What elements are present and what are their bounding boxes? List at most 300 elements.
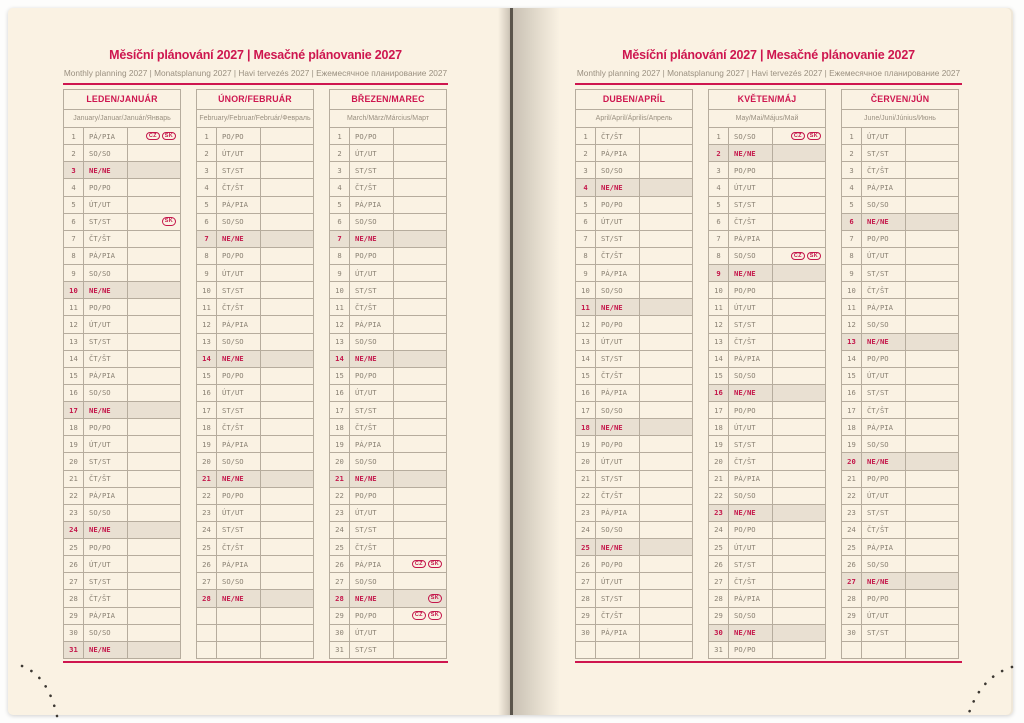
notes-cell [773, 197, 825, 213]
notes-cell [640, 162, 692, 178]
notes-cell [773, 299, 825, 315]
day-row [709, 316, 825, 333]
notes-cell [640, 573, 692, 589]
notes-cell [906, 299, 958, 315]
month-grid [64, 128, 180, 658]
day-number: 2 [330, 145, 350, 161]
day-of-week-label: NE/NE [350, 231, 394, 247]
day-row [576, 488, 692, 505]
day-number: 9 [576, 265, 596, 281]
day-number: 10 [197, 282, 217, 298]
day-of-week-label: ČT/ŠT [350, 419, 394, 435]
planner-right-page [512, 8, 1013, 715]
day-row [330, 299, 446, 316]
notes-cell [128, 248, 180, 264]
day-number: 13 [330, 334, 350, 350]
day-row [576, 419, 692, 436]
day-row [576, 128, 692, 145]
month-calendar [196, 89, 314, 659]
day-of-week-label: PO/PO [217, 368, 261, 384]
day-number: 21 [842, 471, 862, 487]
day-number: 5 [709, 197, 729, 213]
day-of-week-label: ST/ST [729, 556, 773, 572]
holiday-badge-sk: SK [428, 611, 442, 620]
day-number: 3 [709, 162, 729, 178]
notes-cell [640, 453, 692, 469]
day-of-week-label: PO/PO [217, 248, 261, 264]
day-of-week-label: ST/ST [729, 316, 773, 332]
day-number: 17 [197, 402, 217, 418]
notes-cell [128, 145, 180, 161]
notes-cell [773, 436, 825, 452]
day-of-week-label: PO/PO [596, 197, 640, 213]
day-row [330, 522, 446, 539]
notes-cell [773, 282, 825, 298]
day-row [842, 316, 958, 333]
notes-cell [773, 385, 825, 401]
day-row [330, 128, 446, 145]
day-of-week-label: NE/NE [350, 590, 394, 606]
day-of-week-label: ČT/ŠT [217, 179, 261, 195]
day-row [709, 642, 825, 658]
notes-cell [773, 145, 825, 161]
day-of-week-label: SO/SO [84, 145, 128, 161]
day-number: 7 [64, 231, 84, 247]
day-of-week-label: PÁ/PIA [84, 608, 128, 624]
notes-cell [640, 642, 692, 658]
day-of-week-label: ST/ST [862, 145, 906, 161]
notes-cell [128, 179, 180, 195]
notes-cell [773, 265, 825, 281]
day-of-week-label: NE/NE [862, 573, 906, 589]
day-number: 1 [842, 128, 862, 144]
day-number: 20 [576, 453, 596, 469]
notes-cell [128, 642, 180, 658]
day-number: 15 [197, 368, 217, 384]
day-number: 17 [64, 402, 84, 418]
day-number: 16 [64, 385, 84, 401]
day-row [197, 128, 313, 145]
day-row [709, 522, 825, 539]
day-row [64, 334, 180, 351]
day-number [576, 642, 596, 658]
day-row [576, 625, 692, 642]
day-number: 11 [197, 299, 217, 315]
day-row [64, 248, 180, 265]
day-row [709, 608, 825, 625]
day-row [842, 265, 958, 282]
day-number: 27 [197, 573, 217, 589]
day-row [330, 419, 446, 436]
day-row [64, 573, 180, 590]
day-number: 25 [842, 539, 862, 555]
day-of-week-label [596, 642, 640, 658]
day-of-week-label: SO/SO [217, 453, 261, 469]
day-number: 1 [576, 128, 596, 144]
day-of-week-label: ST/ST [84, 334, 128, 350]
holiday-badge-sk: SK [807, 252, 821, 261]
day-number: 20 [64, 453, 84, 469]
notes-cell [394, 145, 446, 161]
page-subtitle: Monthly planning 2027 | Monatsplanung 2027 | Havi tervezés 2027 | Ежемесячное планирование 2027 [576, 68, 961, 78]
day-row [64, 453, 180, 470]
day-number: 28 [709, 590, 729, 606]
day-of-week-label: ST/ST [596, 231, 640, 247]
day-of-week-label: SO/SO [862, 197, 906, 213]
day-number: 8 [709, 248, 729, 264]
day-of-week-label: PO/PO [729, 282, 773, 298]
notes-cell [261, 590, 313, 606]
holiday-badge-sk: SK [428, 594, 442, 603]
day-of-week-label: PO/PO [217, 488, 261, 504]
notes-cell [394, 471, 446, 487]
day-of-week-label: ST/ST [350, 522, 394, 538]
day-of-week-label: ÚT/UT [862, 368, 906, 384]
month-grid [842, 128, 958, 658]
notes-cell [906, 145, 958, 161]
day-number: 25 [197, 539, 217, 555]
notes-cell [640, 385, 692, 401]
day-row [576, 402, 692, 419]
empty-day-row [842, 642, 958, 658]
day-row [330, 145, 446, 162]
empty-day-row [197, 625, 313, 642]
day-row [64, 179, 180, 196]
day-row [64, 368, 180, 385]
day-number: 11 [64, 299, 84, 315]
day-of-week-label: SO/SO [350, 214, 394, 230]
notes-cell [128, 539, 180, 555]
day-row [64, 419, 180, 436]
day-row [842, 162, 958, 179]
day-row [197, 522, 313, 539]
day-row [709, 539, 825, 556]
day-of-week-label: ÚT/UT [729, 179, 773, 195]
day-row [842, 299, 958, 316]
notes-cell [906, 419, 958, 435]
notes-cell [394, 299, 446, 315]
day-row [64, 316, 180, 333]
day-number: 22 [330, 488, 350, 504]
notes-cell [640, 179, 692, 195]
notes-cell [906, 128, 958, 144]
notes-cell [640, 471, 692, 487]
day-row [842, 145, 958, 162]
notes-cell [773, 471, 825, 487]
day-number: 10 [64, 282, 84, 298]
day-row [576, 316, 692, 333]
notes-cell [773, 505, 825, 521]
notes-cell [394, 162, 446, 178]
empty-day-row [576, 642, 692, 658]
day-of-week-label: PÁ/PIA [350, 556, 394, 572]
day-row [576, 179, 692, 196]
day-number: 23 [576, 505, 596, 521]
month-subtitle: March/März/Március/Март [330, 110, 446, 128]
day-number: 18 [842, 419, 862, 435]
day-of-week-label: ÚT/UT [862, 608, 906, 624]
day-row [330, 608, 446, 625]
notes-cell [773, 590, 825, 606]
day-number: 13 [842, 334, 862, 350]
notes-cell [128, 505, 180, 521]
day-of-week-label: PÁ/PIA [729, 351, 773, 367]
month-subtitle: May/Mai/Május/Май [709, 110, 825, 128]
day-number: 26 [64, 556, 84, 572]
notes-cell [394, 282, 446, 298]
day-row [197, 248, 313, 265]
notes-cell [640, 214, 692, 230]
notes-cell [261, 471, 313, 487]
day-number: 6 [330, 214, 350, 230]
day-number: 29 [330, 608, 350, 624]
day-of-week-label: ÚT/UT [596, 453, 640, 469]
day-row [197, 265, 313, 282]
empty-day-row [197, 642, 313, 658]
day-of-week-label: ST/ST [217, 402, 261, 418]
day-row [709, 351, 825, 368]
notes-cell [640, 556, 692, 572]
day-row [64, 265, 180, 282]
day-number: 10 [576, 282, 596, 298]
day-of-week-label: SO/SO [350, 573, 394, 589]
notes-cell [773, 162, 825, 178]
day-of-week-label: PO/PO [350, 248, 394, 264]
day-of-week-label: PÁ/PIA [350, 197, 394, 213]
day-of-week-label: ÚT/UT [217, 385, 261, 401]
notes-cell [128, 214, 180, 230]
notes-cell [640, 265, 692, 281]
day-row [842, 573, 958, 590]
day-of-week-label: PO/PO [729, 402, 773, 418]
day-of-week-label: SO/SO [729, 368, 773, 384]
day-number: 16 [576, 385, 596, 401]
day-number: 22 [197, 488, 217, 504]
day-row [330, 453, 446, 470]
day-row [709, 419, 825, 436]
page-title: Měsíční plánování 2027 | Mesačné plánovanie 2027 [109, 48, 402, 62]
day-of-week-label: ÚT/UT [217, 265, 261, 281]
day-of-week-label: PÁ/PIA [84, 368, 128, 384]
month-grid [197, 128, 313, 658]
day-row [576, 590, 692, 607]
notes-cell [394, 505, 446, 521]
day-number: 24 [576, 522, 596, 538]
notes-cell [773, 128, 825, 144]
notes-cell [394, 265, 446, 281]
notes-cell [640, 197, 692, 213]
day-row [330, 539, 446, 556]
month-calendar [63, 89, 181, 659]
day-of-week-label: ÚT/UT [350, 145, 394, 161]
day-row [709, 402, 825, 419]
notes-cell [128, 334, 180, 350]
day-row [64, 505, 180, 522]
day-of-week-label: SO/SO [350, 453, 394, 469]
day-number: 25 [576, 539, 596, 555]
notes-cell [906, 642, 958, 658]
day-row [842, 436, 958, 453]
day-of-week-label: ÚT/UT [862, 128, 906, 144]
day-of-week-label: ST/ST [84, 453, 128, 469]
notes-cell [261, 608, 313, 624]
day-of-week-label: SO/SO [862, 436, 906, 452]
day-number: 24 [197, 522, 217, 538]
notes-cell [640, 522, 692, 538]
top-rule [575, 83, 962, 85]
day-number: 1 [64, 128, 84, 144]
day-of-week-label: PO/PO [350, 368, 394, 384]
day-of-week-label: SO/SO [596, 162, 640, 178]
day-number: 31 [709, 642, 729, 658]
notes-cell [773, 368, 825, 384]
day-row [709, 214, 825, 231]
day-number: 18 [330, 419, 350, 435]
day-number: 23 [64, 505, 84, 521]
holiday-badge-sk: SK [428, 560, 442, 569]
day-row [330, 573, 446, 590]
day-number: 8 [330, 248, 350, 264]
notes-cell [128, 402, 180, 418]
day-of-week-label: PÁ/PIA [862, 299, 906, 315]
day-of-week-label: PÁ/PIA [729, 471, 773, 487]
notes-cell [773, 642, 825, 658]
notes-cell [906, 402, 958, 418]
day-of-week-label: ČT/ŠT [862, 282, 906, 298]
notes-cell [261, 642, 313, 658]
day-number: 28 [197, 590, 217, 606]
day-row [576, 214, 692, 231]
day-row [842, 556, 958, 573]
day-row [842, 522, 958, 539]
notes-cell [128, 351, 180, 367]
day-row [64, 231, 180, 248]
day-number: 24 [842, 522, 862, 538]
day-number: 16 [842, 385, 862, 401]
day-of-week-label: ČT/ŠT [729, 334, 773, 350]
day-number: 26 [197, 556, 217, 572]
day-of-week-label: ST/ST [862, 505, 906, 521]
day-row [709, 162, 825, 179]
day-row [576, 299, 692, 316]
notes-cell [394, 590, 446, 606]
day-of-week-label: ST/ST [350, 642, 394, 658]
day-row [197, 402, 313, 419]
day-row [197, 299, 313, 316]
day-row [709, 179, 825, 196]
notes-cell [394, 231, 446, 247]
notes-cell [773, 179, 825, 195]
day-number: 19 [576, 436, 596, 452]
day-row [842, 419, 958, 436]
day-number: 3 [64, 162, 84, 178]
day-number: 22 [576, 488, 596, 504]
month-calendar [841, 89, 959, 659]
holiday-badge-sk: SK [807, 132, 821, 141]
day-number: 21 [576, 471, 596, 487]
day-of-week-label: ST/ST [350, 282, 394, 298]
day-row [709, 590, 825, 607]
day-row [197, 453, 313, 470]
day-number: 29 [842, 608, 862, 624]
notes-cell [906, 162, 958, 178]
day-row [576, 145, 692, 162]
day-of-week-label: ST/ST [596, 471, 640, 487]
notes-cell [773, 488, 825, 504]
day-row [197, 351, 313, 368]
day-number [197, 608, 217, 624]
day-of-week-label: PO/PO [84, 299, 128, 315]
notes-cell [261, 351, 313, 367]
day-row [64, 522, 180, 539]
notes-cell [640, 505, 692, 521]
notes-cell [640, 419, 692, 435]
day-row [709, 453, 825, 470]
day-number: 31 [64, 642, 84, 658]
day-of-week-label [862, 642, 906, 658]
day-row [576, 231, 692, 248]
notes-cell [394, 351, 446, 367]
day-of-week-label: ÚT/UT [596, 334, 640, 350]
notes-cell [261, 265, 313, 281]
day-number: 30 [576, 625, 596, 641]
notes-cell [261, 299, 313, 315]
notes-cell [906, 471, 958, 487]
bottom-rule [63, 661, 448, 663]
notes-cell [261, 625, 313, 641]
day-of-week-label: SO/SO [729, 608, 773, 624]
day-of-week-label: SO/SO [596, 522, 640, 538]
notes-cell [261, 145, 313, 161]
notes-cell [261, 334, 313, 350]
day-row [709, 145, 825, 162]
page-title: Měsíční plánování 2027 | Mesačné plánovanie 2027 [622, 48, 915, 62]
day-number: 7 [709, 231, 729, 247]
day-row [576, 334, 692, 351]
day-row [64, 214, 180, 231]
day-number: 22 [842, 488, 862, 504]
notes-cell [394, 522, 446, 538]
day-number: 14 [330, 351, 350, 367]
day-number: 14 [709, 351, 729, 367]
notes-cell [906, 625, 958, 641]
day-of-week-label: ÚT/UT [350, 625, 394, 641]
day-of-week-label: ÚT/UT [350, 505, 394, 521]
notes-cell [394, 385, 446, 401]
day-of-week-label: ÚT/UT [729, 539, 773, 555]
notes-cell [640, 590, 692, 606]
notes-cell [906, 197, 958, 213]
notes-cell [394, 642, 446, 658]
day-row [842, 128, 958, 145]
day-of-week-label: ÚT/UT [84, 197, 128, 213]
day-row [709, 436, 825, 453]
month-subtitle: February/Februar/Február/Февраль [197, 110, 313, 128]
day-of-week-label: ÚT/UT [84, 316, 128, 332]
day-row [709, 231, 825, 248]
day-row [576, 248, 692, 265]
notes-cell [261, 436, 313, 452]
day-number: 7 [576, 231, 596, 247]
day-of-week-label: SO/SO [729, 248, 773, 264]
notes-cell [906, 453, 958, 469]
day-row [197, 334, 313, 351]
day-number: 9 [197, 265, 217, 281]
day-row [197, 436, 313, 453]
month-calendar [708, 89, 826, 659]
day-of-week-label: PO/PO [596, 556, 640, 572]
notes-cell [906, 231, 958, 247]
